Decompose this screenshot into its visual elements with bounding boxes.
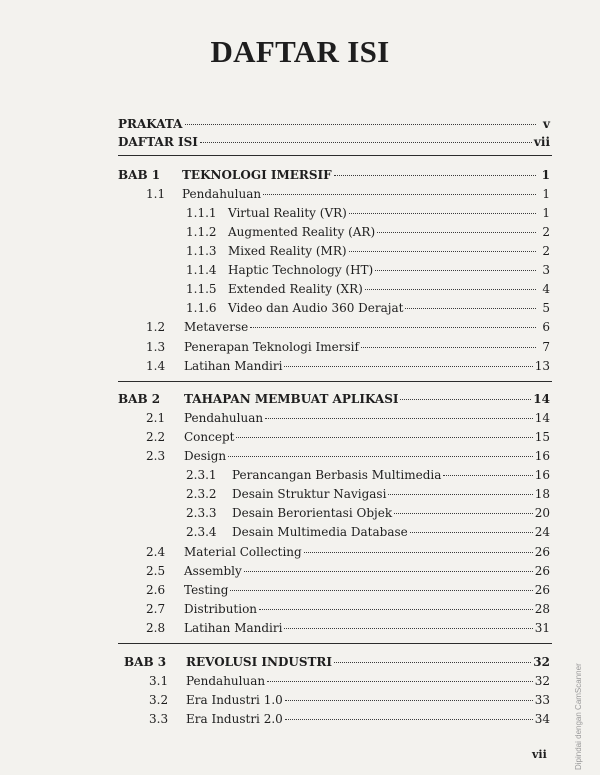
toc-entry-daftar-isi[interactable] [118,134,550,150]
section-title: Design [184,449,227,463]
section-page: 31 [534,621,550,635]
section-number: 3.3 [149,712,169,726]
section-title: Pendahuluan [182,187,262,201]
section-number: 2.6 [146,583,166,597]
subsection-page: 24 [534,525,550,539]
section-number: 2.1 [146,411,166,425]
dot-leader [388,494,532,495]
toc-subsection[interactable] [186,243,550,259]
subsection-number: 1.1.2 [186,225,217,239]
section-title: Material Collecting [184,545,302,559]
toc-section[interactable] [146,563,550,579]
dot-leader [250,327,536,328]
subsection-title: Extended Reality (XR) [228,282,363,296]
subsection-page: 4 [542,282,550,296]
subsection-title: Perancangan Berbasis Multimedia [232,468,442,482]
subsection-page: 16 [534,468,550,482]
subsection-number: 2.3.4 [186,525,217,539]
toc-subsection[interactable] [186,524,550,540]
subsection-page: 3 [542,263,550,277]
subsection-number: 2.3.1 [186,468,217,482]
dot-leader [377,232,536,233]
dot-leader [443,475,532,476]
section-number: 2.5 [146,564,166,578]
toc-section[interactable] [149,711,550,727]
subsection-page: 18 [534,487,550,501]
dot-leader [185,124,537,125]
page-number: vii [532,748,547,761]
dot-leader [394,513,533,514]
subsection-number: 2.3.3 [186,506,217,520]
toc-section[interactable] [146,601,550,617]
dot-leader [230,590,532,591]
toc-entry-label: PRAKATA [118,117,183,131]
subsection-page: 5 [542,301,550,315]
section-page: 6 [542,320,550,334]
toc-section[interactable] [149,673,550,689]
dot-leader [284,366,532,367]
subsection-page: 20 [534,506,550,520]
dot-leader [334,662,531,663]
toc-subsection[interactable] [186,467,550,483]
subsection-number: 1.1.5 [186,282,217,296]
subsection-number: 1.1.6 [186,301,217,315]
toc-subsection[interactable] [186,300,550,316]
dot-leader [361,347,536,348]
subsection-page: 1 [542,206,550,220]
section-page: 34 [534,712,550,726]
dot-leader [349,251,536,252]
dot-leader [228,456,533,457]
chapter-page: 1 [541,168,550,182]
subsection-title: Mixed Reality (MR) [228,244,347,258]
toc-subsection[interactable] [186,281,550,297]
subsection-title: Virtual Reality (VR) [228,206,347,220]
dot-leader [304,552,533,553]
section-page: 14 [534,411,550,425]
section-page: 16 [534,449,550,463]
subsection-title: Desain Struktur Navigasi [232,487,387,501]
toc-section[interactable] [146,410,550,426]
dot-leader [365,289,536,290]
dot-leader [410,532,533,533]
chapter-number: BAB 3 [124,655,167,669]
section-page: 7 [542,340,550,354]
subsection-title: Desain Multimedia Database [232,525,408,539]
subsection-number: 2.3.2 [186,487,217,501]
toc-section[interactable] [146,429,550,445]
section-page: 1 [542,187,550,201]
toc-subsection[interactable] [186,205,550,221]
section-page: 28 [534,602,550,616]
dot-leader [263,194,536,195]
chapter-page: 14 [533,392,550,406]
subsection-title: Augmented Reality (AR) [228,225,376,239]
toc-chapter-bab-3[interactable] [124,654,550,670]
section-number: 1.4 [146,359,166,373]
section-title: Metaverse [184,320,249,334]
scanner-watermark: Dipindai dengan CamScanner [574,663,583,770]
section-number: 2.8 [146,621,166,635]
chapter-title: TEKNOLOGI IMERSIF [182,168,332,182]
toc-section[interactable] [146,544,550,560]
dot-leader [200,142,532,143]
divider-rule [118,381,552,382]
section-title: Concept [184,430,235,444]
section-page: 26 [534,583,550,597]
toc-section[interactable] [146,620,550,636]
chapter-title: REVOLUSI INDUSTRI [186,655,333,669]
section-number: 2.7 [146,602,166,616]
section-title: Penerapan Teknologi Imersif [184,340,359,354]
dot-leader [267,681,533,682]
toc-entry-page: vii [533,135,550,149]
dot-leader [265,418,533,419]
section-title: Testing [184,583,229,597]
toc-subsection[interactable] [186,262,550,278]
section-title: Pendahuluan [184,411,264,425]
toc-chapter-bab-1[interactable] [118,167,550,183]
dot-leader [375,270,536,271]
subsection-page: 2 [542,225,550,239]
toc-section[interactable] [146,448,550,464]
chapter-number: BAB 1 [118,168,161,182]
toc-section[interactable] [146,339,550,355]
section-number: 2.2 [146,430,166,444]
dot-leader [236,437,532,438]
chapter-page: 32 [533,655,550,669]
section-title: Latihan Mandiri [184,621,283,635]
toc-entry-label: DAFTAR ISI [118,135,198,149]
dot-leader [259,609,533,610]
section-title: Pendahuluan [186,674,266,688]
toc-entry-prakata[interactable] [118,116,550,132]
section-page: 13 [534,359,550,373]
toc-section[interactable] [146,186,550,202]
page-title: DAFTAR ISI [210,34,390,69]
toc-section[interactable] [146,319,550,335]
toc-section[interactable] [146,582,550,598]
section-number: 2.3 [146,449,166,463]
divider-rule [118,643,552,644]
dot-leader [244,571,533,572]
section-title: Era Industri 2.0 [186,712,283,726]
dot-leader [400,399,531,400]
section-number: 3.1 [149,674,169,688]
toc-subsection[interactable] [186,505,550,521]
subsection-title: Desain Berorientasi Objek [232,506,393,520]
subsection-title: Haptic Technology (HT) [228,263,374,277]
dot-leader [285,719,533,720]
section-page: 15 [534,430,550,444]
dot-leader [334,175,536,176]
section-page: 26 [534,545,550,559]
toc-subsection[interactable] [186,486,550,502]
section-page: 26 [534,564,550,578]
section-page: 32 [534,674,550,688]
section-number: 1.2 [146,320,166,334]
toc-section[interactable] [146,358,550,374]
section-number: 2.4 [146,545,166,559]
dot-leader [405,308,536,309]
divider-rule [118,155,552,156]
subsection-page: 2 [542,244,550,258]
section-title: Era Industri 1.0 [186,693,283,707]
section-title: Distribution [184,602,258,616]
toc-entry-page: v [543,117,550,131]
section-title: Latihan Mandiri [184,359,283,373]
toc-chapter-bab-2[interactable] [118,391,550,407]
subsection-number: 1.1.3 [186,244,217,258]
section-number: 1.3 [146,340,166,354]
chapter-number: BAB 2 [118,392,161,406]
subsection-title: Video dan Audio 360 Derajat [228,301,404,315]
section-page: 33 [534,693,550,707]
toc-subsection[interactable] [186,224,550,240]
dot-leader [284,628,532,629]
section-number: 3.2 [149,693,169,707]
dot-leader [349,213,536,214]
chapter-title: TAHAPAN MEMBUAT APLIKASI [184,392,399,406]
dot-leader [285,700,533,701]
toc-section[interactable] [149,692,550,708]
subsection-number: 1.1.1 [186,206,217,220]
subsection-number: 1.1.4 [186,263,217,277]
section-title: Assembly [184,564,242,578]
section-number: 1.1 [146,187,166,201]
